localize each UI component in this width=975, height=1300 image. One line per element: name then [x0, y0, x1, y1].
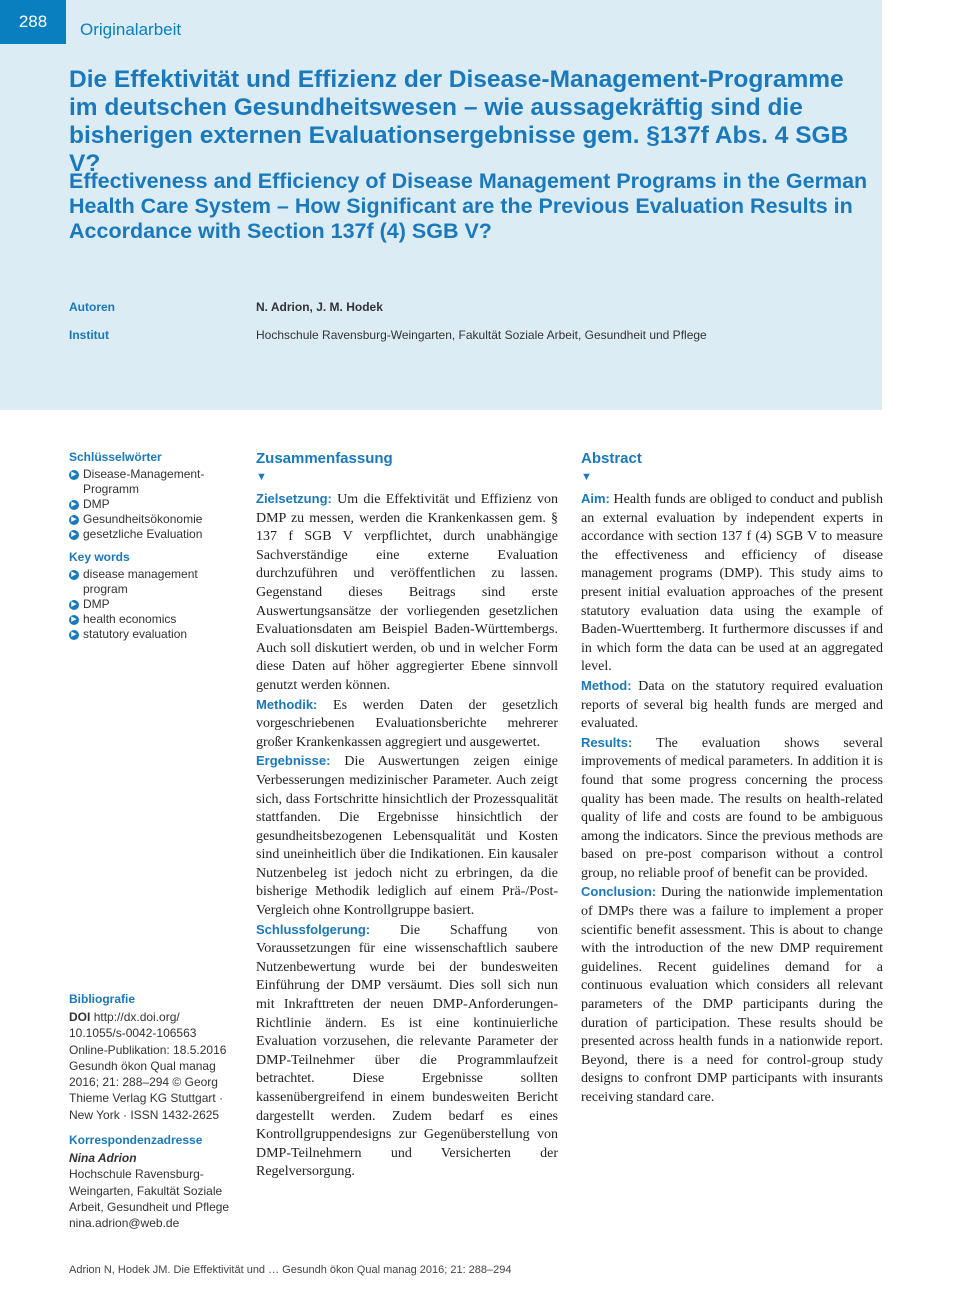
abstract-aim: Aim: Health funds are obliged to conduct and publish an external evaluation by independent experts in accordance with section 137 f (4) SGB V to measure the effectiveness and efficiency of disease management programs (DMP). This study aims to present initial evaluation approaches of the present statutory evaluation data using the example of Baden-Wuerttemberg. It furthermore discusses if and in which form the data can be used at an aggregated level.: [581, 491, 883, 675]
list-item: ▶ disease management program: [69, 567, 239, 597]
abstract-method: Method: Data on the statutory required evaluation reports of several big health funds are merged and evaluated.: [581, 677, 884, 732]
list-item: ▶ health economics: [69, 612, 239, 627]
method-label: Method:: [581, 677, 632, 693]
summary-conclusion: Schlussfolgerung: Die Schaffung von Voraussetzungen für eine wissenschaftlich saubere Nutzenbewertung wurde bei der bundesweiten Einführung der DMP versäumt. Dies soll sich nun mit Inkrafttreten der neuen DMP-Anforderungen-Richtlinie ändern. Es ist eine kontinuierliche Evaluation vorzusehen, die relevante Parameter der DMP-Teilnehmer über die Programmlaufzeit betrachtet. Diese Ergebnisse sollten kassenübergreifend in einem bundesweiten Bericht dargestellt werden. Zudem bedarf es eines Kontrollgruppendesigns zur Gegenüberstellung von DMP-Teilnehmern und Versicherten der Regelversorgung.: [256, 921, 559, 1180]
doi-link[interactable]: http://dx.doi.org/: [93, 1010, 180, 1024]
abstract-results: Results: The evaluation shows several improvements of medical parameters. In addition it is found that some progress concerning the process quality has been made. The results on health-related quality of life and costs are found to be ambiguous among the indicators. Since the previous methods are based on pre-post comparison without a control group, no reliable proof of benefit can be provided.: [581, 734, 883, 881]
authors: N. Adrion, J. M. Hodek: [256, 300, 383, 314]
list-item: ▶ Disease-Management-Programm: [69, 467, 239, 497]
journal-line: Gesundh ökon Qual manag: [69, 1058, 216, 1073]
online-publication: Online-Publikation: 18.5.2016: [69, 1042, 227, 1057]
keywords-en-list: [69, 567, 239, 642]
page-footer: Adrion N, Hodek JM. Die Effektivität und … Gesundh ökon Qual manag 2016; 21: 288–294: [69, 1264, 512, 1276]
sidebar-keywords: [69, 450, 239, 650]
summary-aim: Zielsetzung: Um die Effektivität und Effizienz von DMP zu messen, werden die Krankenkassen gem. § 137 f SGB V verpflichtet, durch unabhängige Sachverständige eine externe Evaluation durchzuführen und veröffentlichen zu lassen. Gegenstand dieses Beitrags sind erste Auswertungsansätze der vorliegenden gesetzlichen Evaluationsdaten am Beispiel Baden-Württembergs. Auch soll diskutiert werden, ob und in welcher Form diese Daten auf höher aggregierter Ebene sinnvoll genutzt werden können.: [256, 491, 558, 693]
correspondence-address: Arbeit, Gesundheit und Pflege: [69, 1199, 230, 1214]
triangle-down-icon: ▼: [256, 471, 267, 483]
page-number: 288: [0, 0, 66, 44]
bullet-arrow-icon: ▶: [69, 530, 79, 540]
conclusion-label: Conclusion:: [581, 884, 657, 900]
summary-german: [256, 450, 558, 1182]
journal-line: New York · ISSN 1432-2625: [69, 1107, 220, 1122]
results-label: Results:: [581, 734, 633, 750]
aim-label: Aim:: [581, 491, 610, 506]
bullet-arrow-icon: ▶: [69, 470, 79, 480]
authors-label: Autoren: [69, 300, 115, 314]
list-item: ▶ Gesundheitsökonomie: [69, 512, 239, 527]
bullet-arrow-icon: ▶: [69, 570, 79, 580]
results-label: Ergebnisse:: [256, 753, 331, 769]
list-item: ▶ DMP: [69, 597, 239, 612]
institute-label: Institut: [69, 328, 109, 342]
header-band: [0, 0, 882, 410]
summary-heading: Zusammenfassung: [256, 450, 393, 467]
keywords-en-label: Key words: [69, 550, 130, 564]
abstract-heading: Abstract: [581, 450, 642, 467]
bibliography-label: Bibliografie: [69, 992, 136, 1006]
abstract-english: [581, 450, 883, 1108]
institute: Hochschule Ravensburg-Weingarten, Fakultät Soziale Arbeit, Gesundheit und Pflege: [256, 328, 707, 342]
aim-label: Zielsetzung:: [256, 491, 332, 506]
bullet-arrow-icon: ▶: [69, 600, 79, 610]
correspondence-label: Korrespondenzadresse: [69, 1133, 203, 1147]
triangle-down-icon: ▼: [581, 471, 592, 483]
list-item: ▶ gesetzliche Evaluation: [69, 527, 239, 542]
keywords-de-list: [69, 467, 239, 542]
journal-line: 2016; 21: 288–294 © Georg: [69, 1075, 218, 1090]
list-item: ▶ statutory evaluation: [69, 627, 239, 642]
doi-line-2: 10.1055/s-0042-106563: [69, 1026, 197, 1041]
keywords-de-label: Schlüsselwörter: [69, 450, 162, 464]
list-item: ▶ DMP: [69, 497, 239, 512]
correspondence-address: Weingarten, Fakultät Soziale: [69, 1183, 223, 1198]
bibliography: [69, 992, 244, 1123]
conclusion-label: Schlussfolgerung:: [256, 921, 371, 937]
abstract-conclusion: Conclusion: During the nationwide implementation of DMPs there was a failure to implement a proper scientific benefit assessment. This is about to change with the introduction of the new DMP requirement guidelines. Recent guidelines demand for a continuous evaluation which considers all relevant parameters of the DMP participants during the duration of participation. These results should be presented across health funds in a nationwide report. Beyond, there is a need for control-group study designs to confront DMP participants with insurants receiving standard care.: [581, 884, 884, 1105]
correspondence-address: Hochschule Ravensburg-: [69, 1167, 204, 1182]
journal-line: Thieme Verlag KG Stuttgart ·: [69, 1091, 224, 1106]
correspondence-name: Nina Adrion: [69, 1151, 137, 1165]
doi-label: DOI: [69, 1010, 91, 1024]
summary-method: Methodik: Es werden Daten der gesetzlich vorgeschriebenen Evaluationsberichte mehrerer großer Krankenkassen aggregiert und ausgewertet.: [256, 696, 558, 750]
correspondence: [69, 1133, 244, 1231]
method-label: Methodik:: [256, 696, 318, 712]
title-german: Die Effektivität und Effizienz der Disease-Management-Programme im deutschen Gesundheitswesen – wie aussagekräftig sind die bisherigen externen Evaluationsergebnisse gem. §137f Abs. 4 SGB V?: [69, 66, 849, 177]
bullet-arrow-icon: ▶: [69, 515, 79, 525]
summary-results: Ergebnisse: Die Auswertungen zeigen einige Verbesserungen medizinischer Parameter. Auch zeigt sich, dass Fortschritte hinsichtlich der Prozessqualität stattfanden. Die Ergebnisse hinsichtlich der gesundheitsbezogenen Lebensqualität und Kosten sind uneinheitlich über die Indikationen. Ein kausaler Nutzenbeleg ist jedoch nicht zu erbringen, da die bisherige Methodik lediglich auf einem Prä-/Post-Vergleich ohne Kontrollgruppe basiert.: [256, 753, 558, 919]
section-label: Originalarbeit: [80, 20, 182, 39]
bullet-arrow-icon: ▶: [69, 500, 79, 510]
correspondence-email[interactable]: nina.adrion@web.de: [69, 1216, 180, 1231]
bullet-arrow-icon: ▶: [69, 615, 79, 625]
bullet-arrow-icon: ▶: [69, 630, 79, 640]
doi-line: [69, 1009, 244, 1025]
title-english: Effectiveness and Efficiency of Disease Management Programs in the German Health Care System – How Significant are the Previous Evaluation Results in Accordance with Section 137f (4) SGB V?: [69, 169, 868, 243]
